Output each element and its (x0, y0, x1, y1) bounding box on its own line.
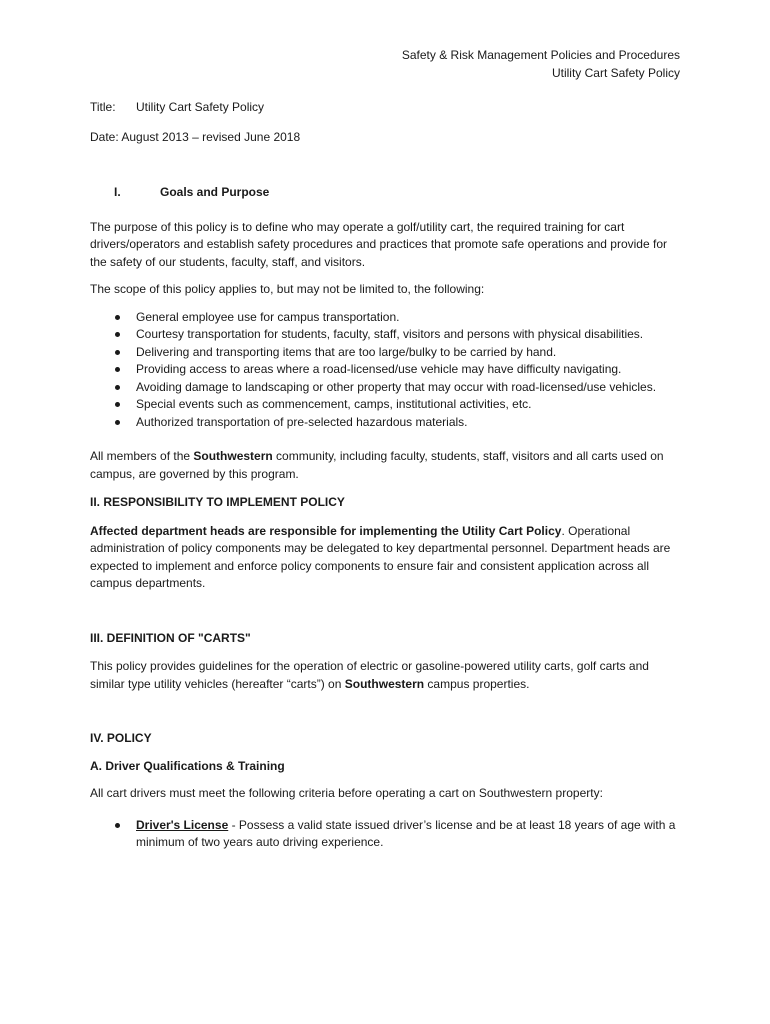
list-item: Courtesy transportation for students, faculty, staff, visitors and persons with physical disabilities. (90, 326, 680, 344)
bullet-icon (115, 350, 120, 355)
members-paragraph: All members of the Southwestern community, including faculty, students, staff, visitors and all carts used on campus, are governed by this program. (90, 449, 664, 481)
scope-intro: The scope of this policy applies to, but may not be limited to, the following: (90, 282, 485, 296)
bullet-icon (115, 402, 120, 407)
section-3-heading: III. DEFINITION OF "CARTS" (90, 630, 251, 645)
list-item: Authorized transportation of pre-selected hazardous materials. (90, 414, 680, 432)
title-row (90, 99, 680, 117)
bullet-icon (115, 315, 120, 320)
section-1-heading (90, 184, 680, 202)
running-header (90, 46, 680, 82)
definition-paragraph: This policy provides guidelines for the operation of electric or gasoline-powered utility carts, golf carts and similar type utility vehicles (hereafter “carts”) on Southwestern campus properties. (90, 659, 649, 691)
list-item: General employee use for campus transportation. (90, 309, 680, 327)
bullet-icon (115, 367, 120, 372)
qualifications-intro: All cart drivers must meet the following criteria before operating a cart on Southwestern property: (90, 786, 603, 800)
section-4-heading: IV. POLICY (90, 731, 152, 745)
bullet-icon (115, 420, 120, 425)
purpose-paragraph: The purpose of this policy is to define who may operate a golf/utility cart, the required training for cart drivers/operators and establish safety procedures and practices that promote safe operations and provide for the safety of our students, faculty, staff, and visitors. (90, 219, 667, 269)
list-item: Delivering and transporting items that are too large/bulky to be carried by hand. (90, 344, 680, 362)
section-2-heading: II. RESPONSIBILITY TO IMPLEMENT POLICY (90, 495, 345, 509)
list-item: Avoiding damage to landscaping or other property that may occur with road-licensed/use vehicles. (90, 379, 680, 397)
list-item: Driver's License - Possess a valid state issued driver’s license and be at least 18 years of age with a minimum of two years auto driving experience. (90, 817, 680, 852)
title-label: Title: (90, 100, 116, 114)
bullet-icon (115, 823, 120, 828)
institution-name: Southwestern (344, 676, 425, 691)
bullet-icon (115, 332, 120, 337)
driver-qualifications-heading: A. Driver Qualifications & Training (90, 758, 285, 773)
section-1-title: Goals and Purpose (160, 185, 270, 199)
qualifications-list (90, 817, 680, 852)
list-item: Special events such as commencement, camps, institutional activities, etc. (90, 396, 680, 414)
responsibility-paragraph: Affected department heads are responsible for implementing the Utility Cart Policy. Operational administration of policy components may be delegated to key departmental personnel. Department heads are expected to implement and enforce policy components to ensure fair and consistent application across all campus departments. (90, 523, 671, 590)
bullet-icon (115, 385, 120, 390)
section-1-number: I. (114, 185, 121, 199)
header-line-1: Safety & Risk Management Policies and Procedures (401, 48, 680, 62)
header-line-2: Utility Cart Safety Policy (551, 66, 680, 80)
drivers-license-label: Driver's License (136, 817, 229, 832)
document-page (90, 46, 680, 852)
scope-list (90, 309, 680, 432)
title-value: Utility Cart Safety Policy (136, 100, 265, 114)
institution-name: Southwestern (193, 449, 273, 463)
date-line: Date: August 2013 – revised June 2018 (90, 129, 301, 144)
list-item: Providing access to areas where a road-licensed/use vehicle may have difficulty navigating. (90, 361, 680, 379)
